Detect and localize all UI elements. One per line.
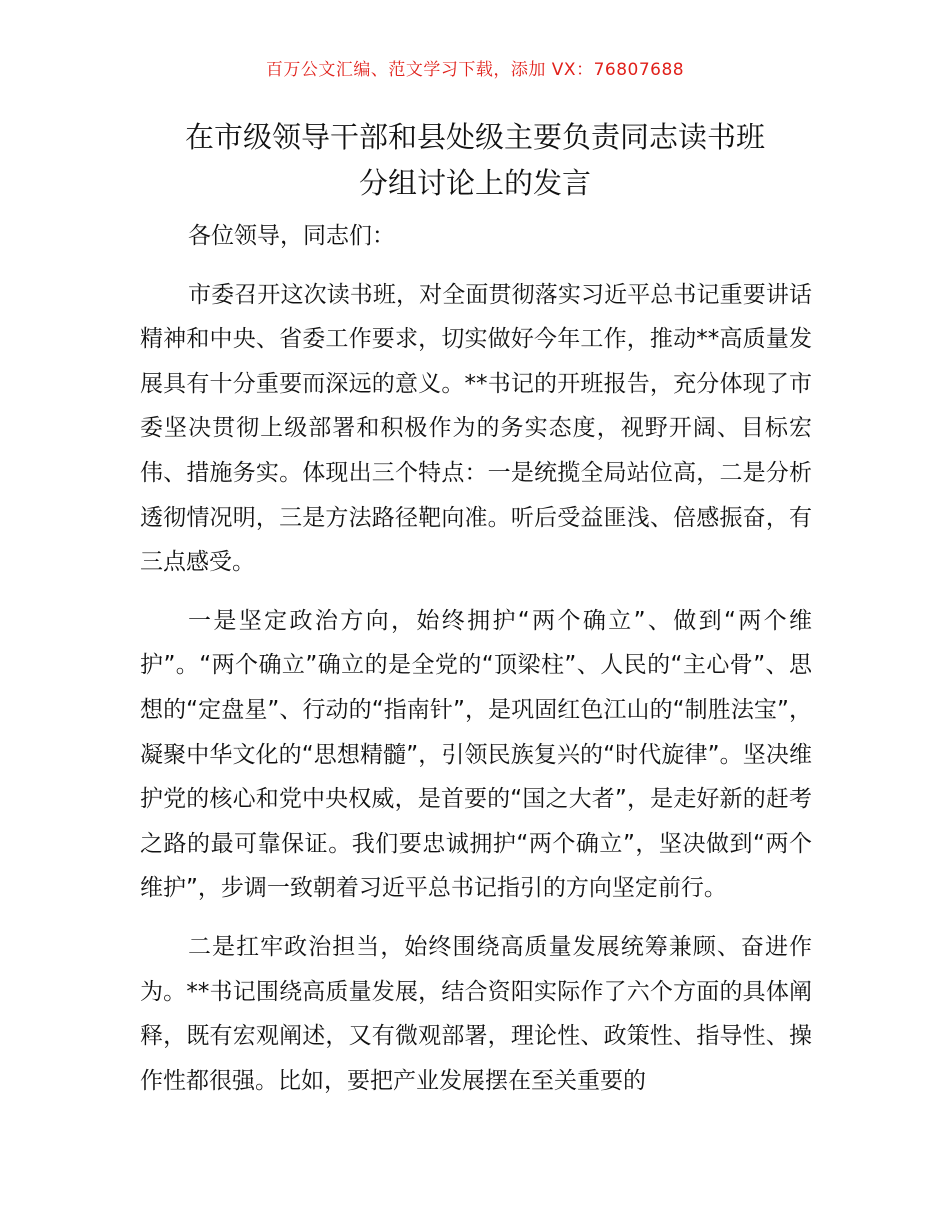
paragraph-2: 一是坚定政治方向，始终拥护“两个确立”、做到“两个维护”。“两个确立”确立的是全党的“顶梁柱”、人民的“主心骨”、思想的“定盘星”、行动的“指南针”，是巩固红色江山的“制胜法宝”，凝聚中华文化的“思想精髓”，引领民族复兴的“时代旋律”。坚决维护党的核心和党中央权威，是首要的“国之大者”，是走好新的赶考之路的最可靠保证。我们要忠诚拥护“两个确立”，坚决做到“两个维护”，步调一致朝着习近平总书记指引的方向坚定前行。 (140, 607, 812, 902)
document-body (140, 214, 812, 1117)
paragraph-1: 市委召开这次读书班，对全面贯彻落实习近平总书记重要讲话精神和中央、省委工作要求，切实做好今年工作，推动**高质量发展具有十分重要而深远的意义。**书记的开班报告，充分体现了市委坚决贯彻上级部署和积极作为的务实态度，视野开阔、目标宏伟、措施务实。体现出三个特点：一是统揽全局站位高，二是分析透彻情况明，三是方法路径靶向准。听后受益匪浅、倍感振奋，有三点感受。 (140, 281, 812, 576)
title-line-2: 分组讨论上的发言 (358, 166, 591, 200)
salutation: 各位领导，同志们： (188, 223, 395, 249)
title-line-1: 在市级领导干部和县处级主要负责同志读书班 (184, 120, 765, 154)
paragraph-3: 二是扛牢政治担当，始终围绕高质量发展统筹兼顾、奋进作为。**书记围绕高质量发展，结合资阳实际作了六个方面的具体阐释，既有宏观阐述，又有微观部署，理论性、政策性、指导性、操作性都很强。比如，要把产业发展摆在至关重要的 (140, 933, 812, 1094)
document-title (120, 114, 830, 206)
watermark-header: 百万公文汇编、范文学习下载，添加 VX：76807688 (265, 60, 685, 80)
